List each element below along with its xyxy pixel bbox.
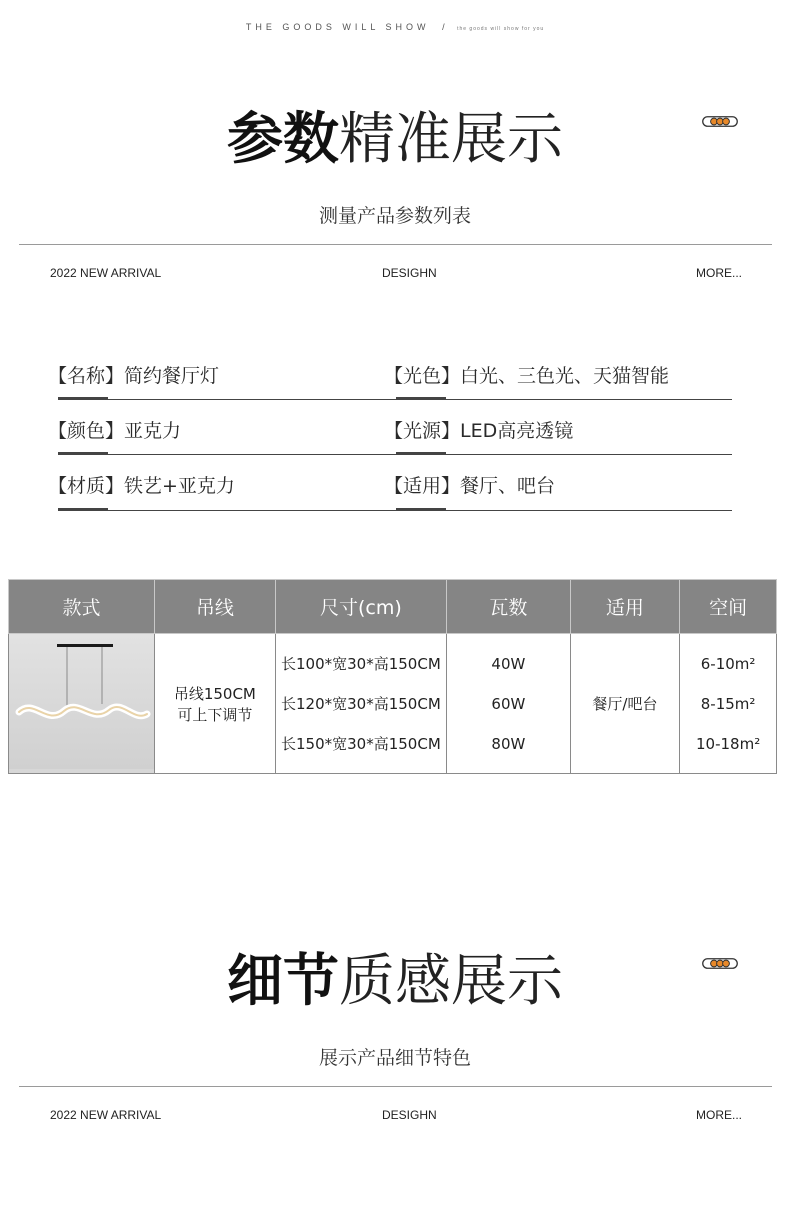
title-light-part: 质感展示 (339, 949, 563, 1014)
design-label: DESIGHN (382, 1108, 437, 1122)
spec-label: 【光色】 (384, 365, 461, 387)
section-subtitle: 测量产品参数列表 (318, 205, 471, 227)
spec-underline-mark (58, 508, 108, 511)
usage-cell: 餐厅/吧台 (570, 634, 680, 774)
arrival-label: 2022 NEW ARRIVAL (50, 1108, 162, 1122)
header-size: 尺寸(cm) (275, 580, 446, 634)
tagline-text: THE GOODS WILL SHOW (245, 22, 430, 32)
header-style: 款式 (9, 580, 155, 634)
spec-item-color (48, 416, 181, 443)
spec-item-usage (384, 471, 555, 498)
spec-item-light-source (384, 416, 573, 443)
wattage-option: 40W (491, 654, 526, 673)
top-tagline (0, 22, 790, 32)
spec-label: 【材质】 (48, 475, 125, 497)
spec-underline-mark (58, 452, 108, 455)
spec-divider (58, 510, 732, 511)
suspension-adjustable: 可上下调节 (177, 705, 253, 724)
spec-value: 餐厅、吧台 (460, 475, 556, 497)
arrival-label: 2022 NEW ARRIVAL (50, 266, 162, 280)
size-option: 长150*宽30*高150CM (281, 734, 441, 753)
space-cell (680, 634, 777, 774)
wattage-option: 60W (491, 694, 526, 713)
capsule-rings-icon (702, 958, 738, 969)
suspension-length: 吊线150CM (173, 684, 256, 703)
table-row (9, 634, 777, 774)
product-image-cell (9, 634, 155, 774)
space-option: 6-10m² (700, 654, 756, 673)
spec-item-light-color (384, 361, 669, 388)
divider-line (19, 244, 772, 245)
spec-underline-mark (58, 397, 108, 400)
spec-value: 铁艺+亚克力 (124, 475, 235, 497)
header-space: 空间 (680, 580, 777, 634)
spec-value: 简约餐厅灯 (124, 365, 220, 387)
tagline-small-text: the goods will show for you (457, 26, 545, 32)
title-light-part: 精准展示 (339, 107, 563, 172)
size-option: 长100*宽30*高150CM (281, 654, 441, 673)
spec-value: 亚克力 (124, 420, 182, 442)
tagline-slash: / (442, 22, 445, 32)
more-link[interactable]: MORE... (696, 1108, 743, 1122)
wave-pendant-lamp-image (9, 634, 154, 769)
design-label: DESIGHN (382, 266, 437, 280)
wattage-cell (447, 634, 571, 774)
capsule-rings-icon (702, 116, 738, 127)
spec-label: 【名称】 (48, 365, 125, 387)
section-title-params (0, 108, 790, 172)
spec-label: 【光源】 (384, 420, 461, 442)
more-link[interactable]: MORE... (696, 266, 743, 280)
size-option: 长120*宽30*高150CM (281, 694, 441, 713)
header-suspension: 吊线 (155, 580, 276, 634)
spec-label: 【适用】 (384, 475, 461, 497)
parameter-table (8, 579, 777, 774)
table-header-row (9, 580, 777, 634)
wattage-option: 80W (491, 734, 526, 753)
spec-label: 【颜色】 (48, 420, 125, 442)
spec-divider (58, 454, 732, 455)
header-usage: 适用 (570, 580, 680, 634)
space-option: 8-15m² (700, 694, 756, 713)
spec-underline-mark (396, 452, 446, 455)
spec-value: LED高亮透镜 (460, 420, 574, 442)
spec-value: 白光、三色光、天猫智能 (460, 365, 670, 387)
spec-divider (58, 399, 732, 400)
title-bold-part: 参数 (227, 107, 339, 172)
spec-item-name (48, 361, 219, 388)
size-cell (275, 634, 446, 774)
section-subtitle: 展示产品细节特色 (318, 1047, 471, 1069)
spec-item-material (48, 471, 235, 498)
title-bold-part: 细节 (227, 949, 339, 1014)
divider-line (19, 1086, 772, 1087)
space-option: 10-18m² (696, 734, 761, 753)
section-title-details (0, 950, 790, 1014)
spec-underline-mark (396, 397, 446, 400)
suspension-cell (155, 634, 276, 774)
spec-underline-mark (396, 508, 446, 511)
header-wattage: 瓦数 (447, 580, 571, 634)
